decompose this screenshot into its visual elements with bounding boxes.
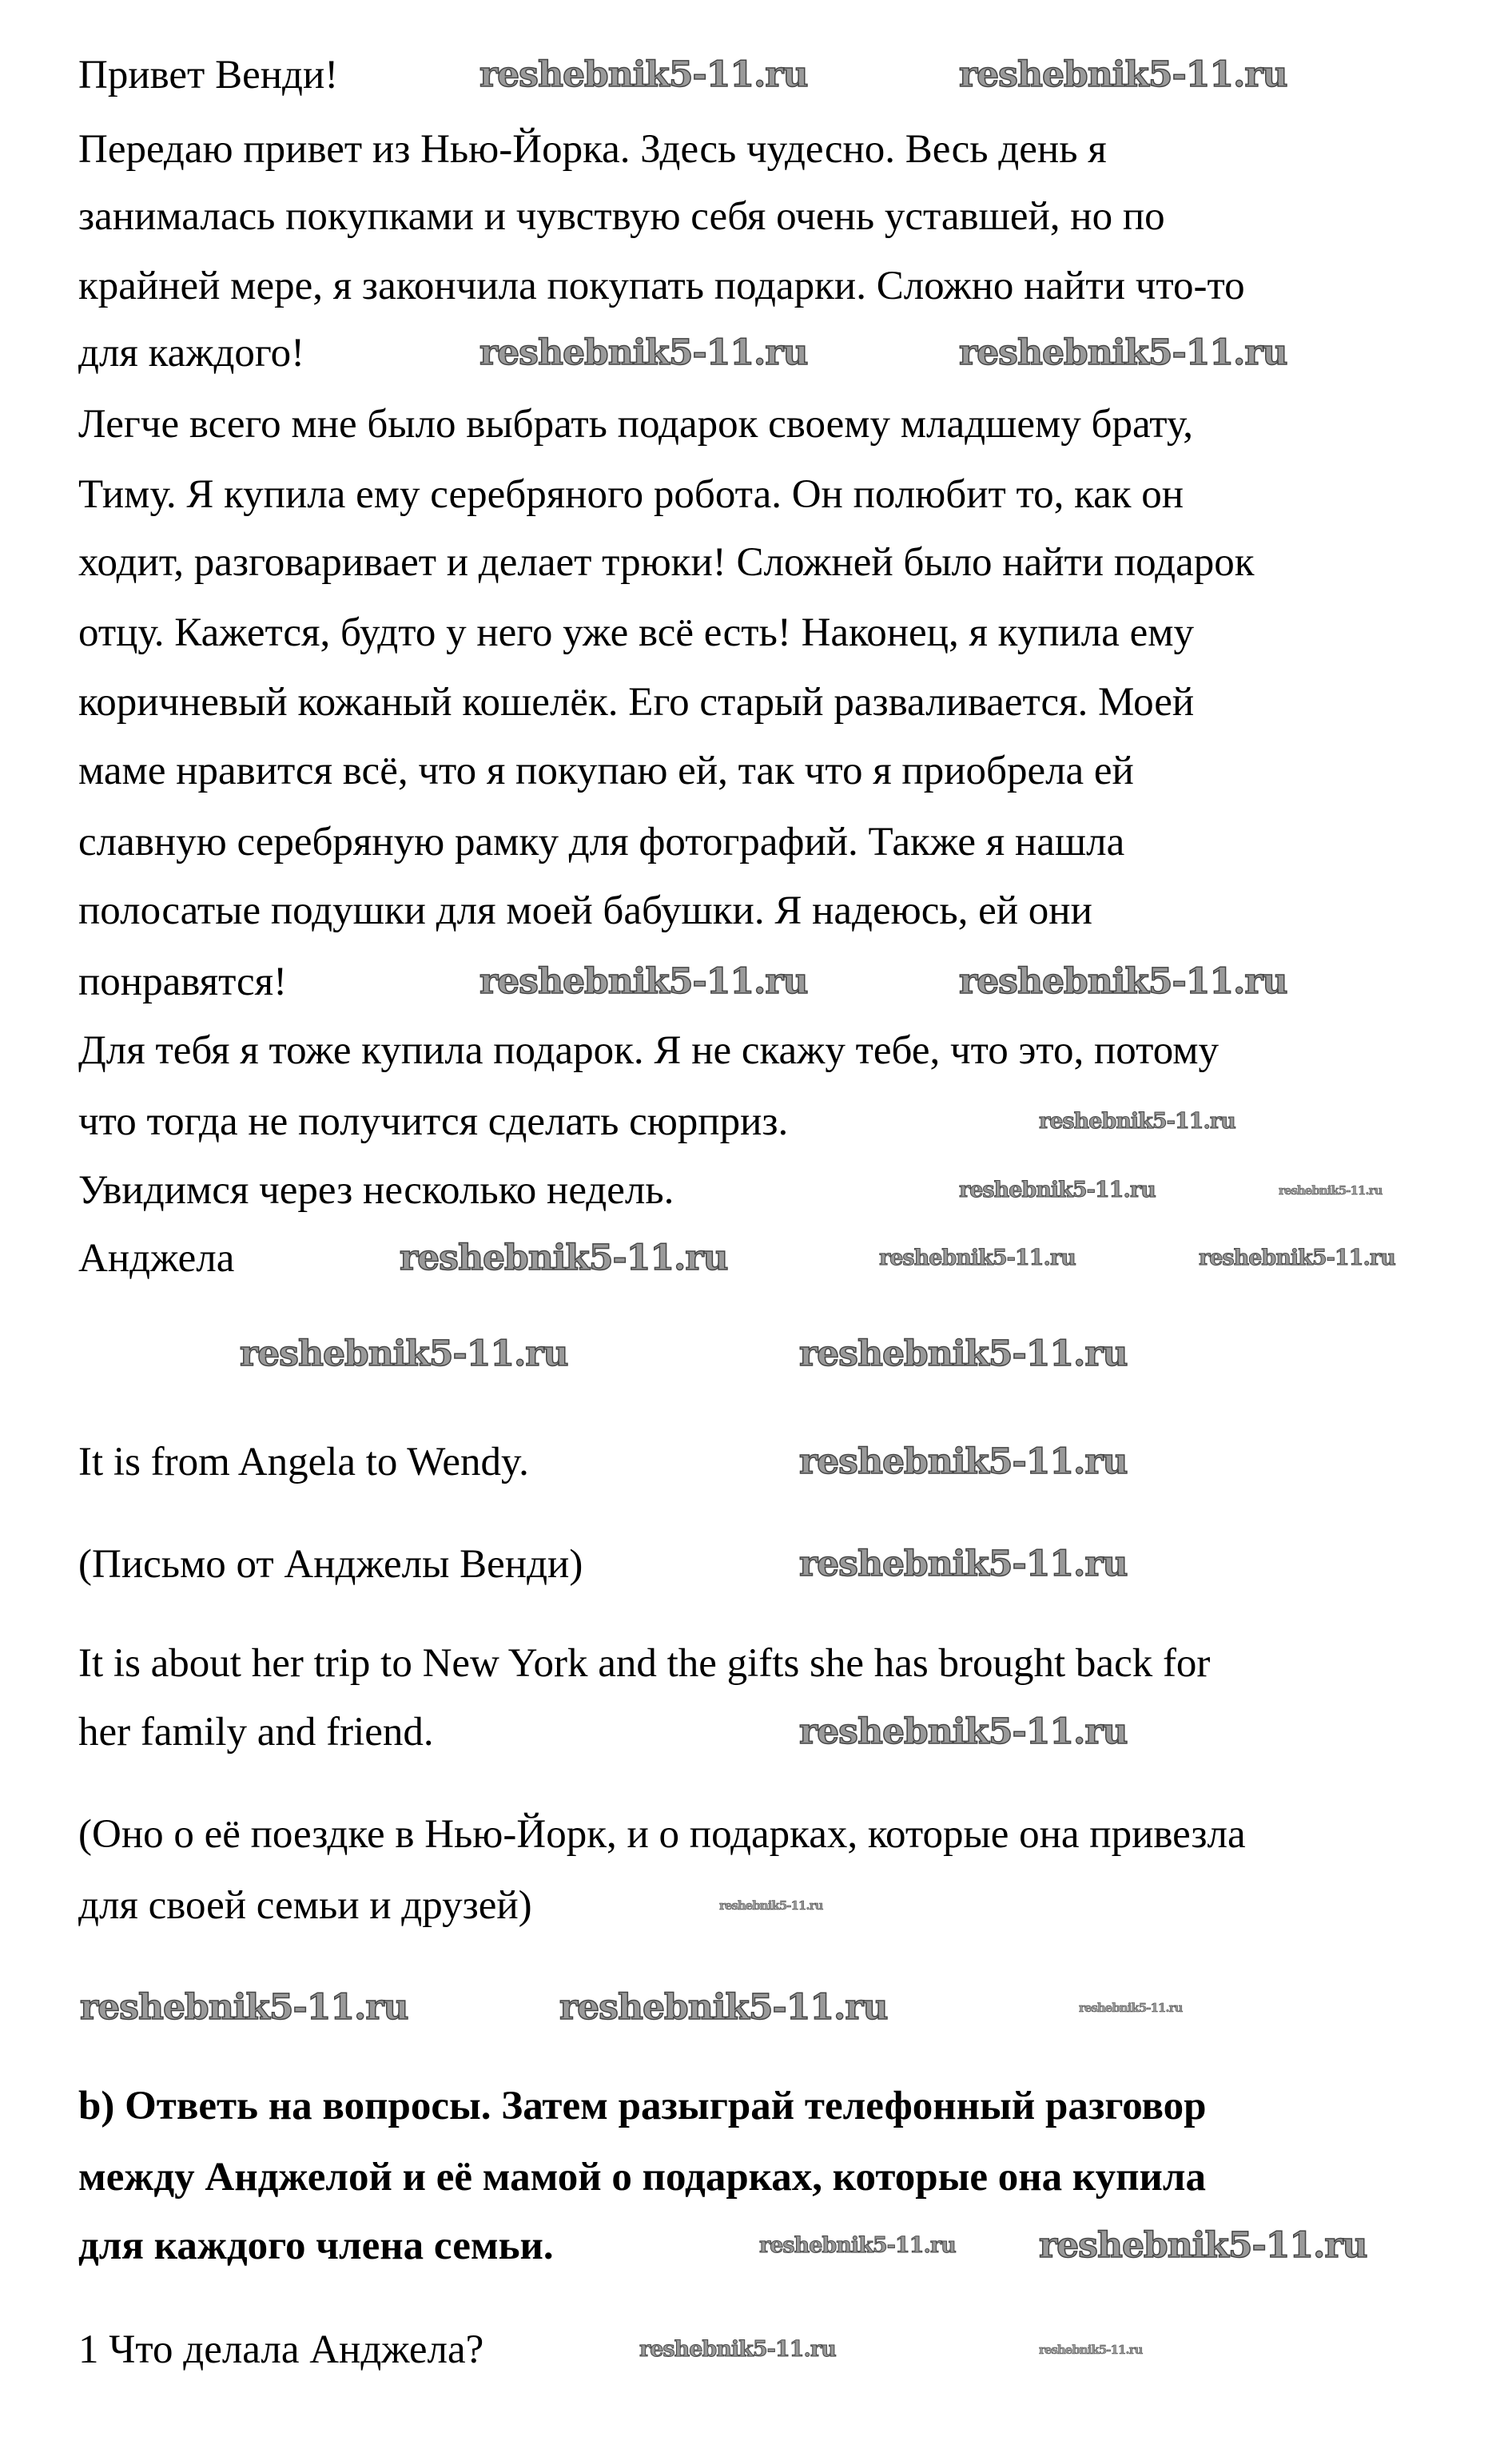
watermark: reshebnik5-11.ru [1039, 2342, 1143, 2357]
letter-line: Привет Венди! [78, 53, 339, 97]
watermark: reshebnik5-11.ru [240, 1333, 568, 1374]
watermark: reshebnik5-11.ru [80, 1986, 408, 2028]
answer-line: (Оно о её поездке в Нью-Йорк, и о подарках, которые она привезла [78, 1812, 1246, 1857]
letter-line: полосатые подушки для моей бабушки. Я надеюсь, ей они [78, 888, 1092, 933]
letter-line: крайней мере, я закончила покупать подарки. Сложно найти что-то [78, 264, 1245, 308]
question-1: 1 Что делала Анджела? [78, 2327, 484, 2372]
answer-line: her family and friend. [78, 1710, 434, 1755]
watermark: reshebnik5-11.ru [799, 1333, 1128, 1374]
letter-line: Передаю привет из Нью-Йорка. Здесь чудесно. Весь день я [78, 127, 1107, 172]
watermark: reshebnik5-11.ru [479, 54, 808, 95]
watermark: reshebnik5-11.ru [400, 1237, 728, 1278]
watermark: reshebnik5-11.ru [959, 960, 1287, 1002]
watermark: reshebnik5-11.ru [759, 2233, 956, 2259]
answer-line: It is from Angela to Wendy. [78, 1440, 529, 1484]
watermark: reshebnik5-11.ru [1279, 1182, 1383, 1198]
watermark: reshebnik5-11.ru [799, 1711, 1128, 1752]
watermark: reshebnik5-11.ru [639, 2337, 836, 2363]
letter-line: Анджела [78, 1236, 235, 1281]
letter-line: для каждого! [78, 331, 305, 376]
letter-line: что тогда не получится сделать сюрприз. [78, 1099, 789, 1144]
watermark: reshebnik5-11.ru [479, 960, 808, 1002]
letter-line: Увидимся через несколько недель. [78, 1168, 674, 1213]
letter-line: ходит, разговаривает и делает трюки! Сложней было найти подарок [78, 540, 1255, 585]
watermark: reshebnik5-11.ru [799, 1441, 1128, 1482]
answer-line: It is about her trip to New York and the gifts she has brought back for [78, 1641, 1211, 1686]
watermark: reshebnik5-11.ru [1039, 1109, 1235, 1135]
letter-line: Для тебя я тоже купила подарок. Я не скажу тебе, что это, потому [78, 1028, 1220, 1073]
watermark: reshebnik5-11.ru [799, 1543, 1128, 1584]
watermark: reshebnik5-11.ru [1199, 1246, 1395, 1271]
watermark: reshebnik5-11.ru [719, 1898, 823, 1913]
letter-line: коричневый кожаный кошелёк. Его старый разваливается. Моей [78, 680, 1195, 725]
letter-line: Тиму. Я купила ему серебряного робота. Он полюбит то, как он [78, 472, 1184, 517]
letter-line: понравятся! [78, 960, 288, 1004]
watermark: reshebnik5-11.ru [959, 1178, 1156, 1203]
letter-line: занималась покупками и чувствую себя очень уставшей, но по [78, 194, 1165, 239]
answer-line: для своей семьи и друзей) [78, 1883, 532, 1928]
watermark: reshebnik5-11.ru [1079, 2000, 1183, 2015]
task-heading-line: между Анджелой и её мамой о подарках, которые она купила [78, 2155, 1206, 2200]
answer-line: (Письмо от Анджелы Венди) [78, 1542, 583, 1587]
letter-line: маме нравится всё, что я покупаю ей, так что я приобрела ей [78, 749, 1134, 793]
task-heading-line: b) Ответь на вопросы. Затем разыграй телефонный разговор [78, 2084, 1207, 2128]
watermark: reshebnik5-11.ru [1039, 2224, 1367, 2266]
watermark: reshebnik5-11.ru [879, 1246, 1076, 1271]
watermark: reshebnik5-11.ru [559, 1986, 888, 2028]
watermark: reshebnik5-11.ru [479, 332, 808, 373]
letter-line: славную серебряную рамку для фотографий. Также я нашла [78, 820, 1125, 864]
task-heading-line: для каждого члена семьи. [78, 2224, 554, 2268]
letter-line: отцу. Кажется, будто у него уже всё есть! Наконец, я купила ему [78, 610, 1195, 655]
watermark: reshebnik5-11.ru [959, 54, 1287, 95]
letter-line: Легче всего мне было выбрать подарок своему младшему брату, [78, 402, 1194, 447]
watermark: reshebnik5-11.ru [959, 332, 1287, 373]
